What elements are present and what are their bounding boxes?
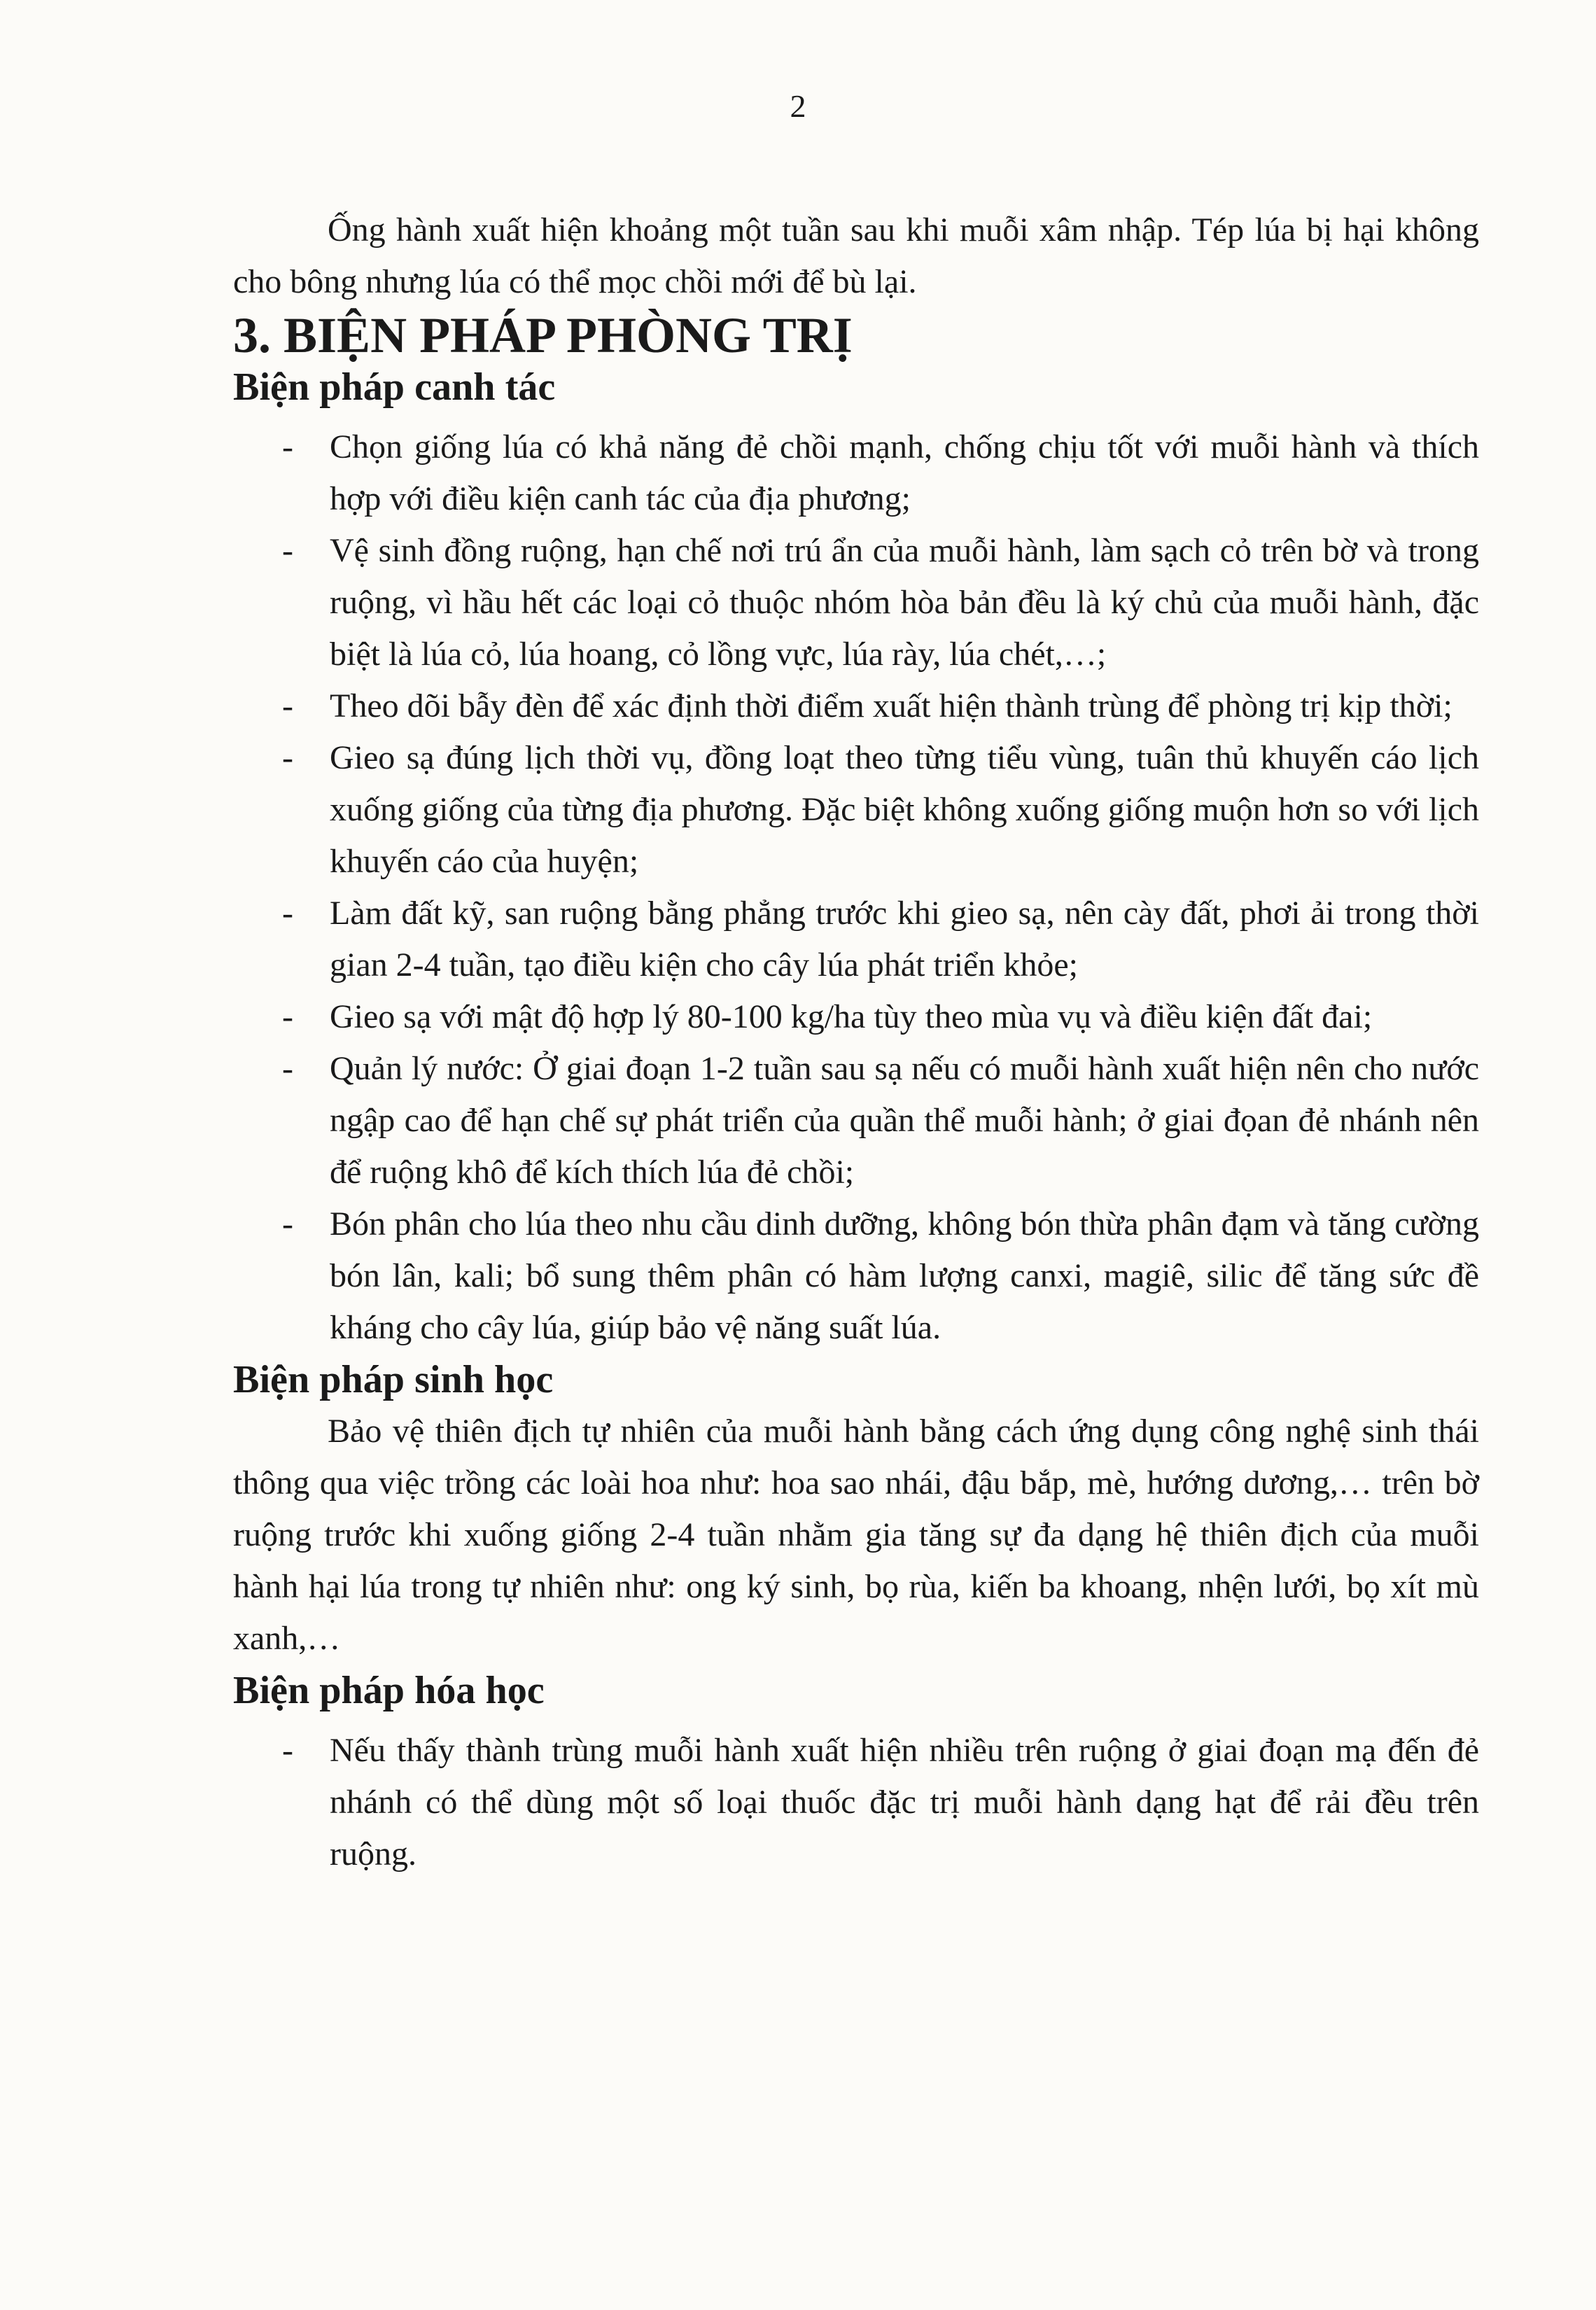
list-item-text: Bón phân cho lúa theo nhu cầu dinh dưỡng, không bón thừa phân đạm và tăng cường bón lân, kali; bổ sung thêm phân có hàm lượng canxi, magiê, silic để tăng sức đề kháng cho cây lúa, giúp bảo vệ năng suất lúa. [330,1205,1479,1346]
dash-bullet: - [282,739,293,776]
document-body [233,204,1479,1887]
list-item-text: Theo dõi bẫy đèn để xác định thời điểm xuất hiện thành trùng để phòng trị kịp thời; [330,687,1452,724]
list-item [233,421,1479,525]
chemical-heading: Biện pháp hóa học [233,1669,545,1712]
biological-paragraph: Bảo vệ thiên địch tự nhiên của muỗi hành bằng cách ứng dụng công nghệ sinh thái thông qua việc trồng các loài hoa như: hoa sao nhái, đậu bắp, mè, hướng dương,… trên bờ ruộng trước khi xuống giống 2-4 tuần nhằm gia tăng sự đa dạng hệ thiên địch của muỗi hành hại lúa trong tự nhiên như: ong ký sinh, bọ rùa, kiến ba khoang, nhện lưới, bọ xít mù xanh,… [233,1413,1479,1657]
dash-bullet: - [282,1050,293,1087]
list-item [233,1043,1479,1198]
list-item-text: Quản lý nước: Ở giai đoạn 1-2 tuần sau sạ nếu có muỗi hành xuất hiện nên cho nước ngập cao để hạn chế sự phát triển của quần thể muỗi hành; ở giai đọan đẻ nhánh nên để ruộng khô để kích thích lúa đẻ chồi; [330,1050,1479,1191]
biological-heading: Biện pháp sinh học [233,1358,554,1401]
dash-bullet: - [282,428,293,465]
dash-bullet: - [282,1732,293,1769]
dash-bullet: - [282,895,293,932]
cultivation-list [233,421,1479,1354]
list-item-text: Gieo sạ với mật độ hợp lý 80-100 kg/ha tùy theo mùa vụ và điều kiện đất đai; [330,998,1373,1035]
dash-bullet: - [282,532,293,569]
list-item-text: Chọn giống lúa có khả năng đẻ chồi mạnh, chống chịu tốt với muỗi hành và thích hợp với điều kiện canh tác của địa phương; [330,428,1479,517]
chemical-list [233,1725,1479,1880]
list-item-text: Nếu thấy thành trùng muỗi hành xuất hiện nhiều trên ruộng ở giai đoạn mạ đến đẻ nhánh có thể dùng một số loại thuốc đặc trị muỗi hành dạng hạt để rải đều trên ruộng. [330,1732,1479,1872]
dash-bullet: - [282,687,293,724]
list-item [233,680,1479,732]
list-item [233,1198,1479,1354]
list-item-text: Làm đất kỹ, san ruộng bằng phẳng trước khi gieo sạ, nên cày đất, phơi ải trong thời gian 2-4 tuần, tạo điều kiện cho cây lúa phát triển khỏe; [330,895,1479,983]
spacer [233,1880,1479,1887]
list-item [233,525,1479,680]
cultivation-heading: Biện pháp canh tác [233,365,556,409]
list-item [233,732,1479,888]
dash-bullet: - [282,998,293,1035]
list-item [233,888,1479,991]
section-heading: 3. BIỆN PHÁP PHÒNG TRỊ [233,307,853,363]
list-item [233,991,1479,1043]
intro-paragraph: Ống hành xuất hiện khoảng một tuần sau khi muỗi xâm nhập. Tép lúa bị hại không cho bông nhưng lúa có thể mọc chồi mới để bù lại. [233,211,1479,300]
dash-bullet: - [282,1205,293,1242]
list-item-text: Gieo sạ đúng lịch thời vụ, đồng loạt theo từng tiểu vùng, tuân thủ khuyến cáo lịch xuống giống của từng địa phương. Đặc biệt không xuống giống muộn hơn so với lịch khuyến cáo của huyện; [330,739,1479,880]
page-number: 2 [790,88,806,124]
list-item-text: Vệ sinh đồng ruộng, hạn chế nơi trú ẩn của muỗi hành, làm sạch cỏ trên bờ và trong ruộng, vì hầu hết các loại cỏ thuộc nhóm hòa bản đều là ký chủ của muỗi hành, đặc biệt là lúa cỏ, lúa hoang, cỏ lồng vực, lúa rày, lúa chét,…; [330,532,1479,673]
list-item [233,1725,1479,1880]
